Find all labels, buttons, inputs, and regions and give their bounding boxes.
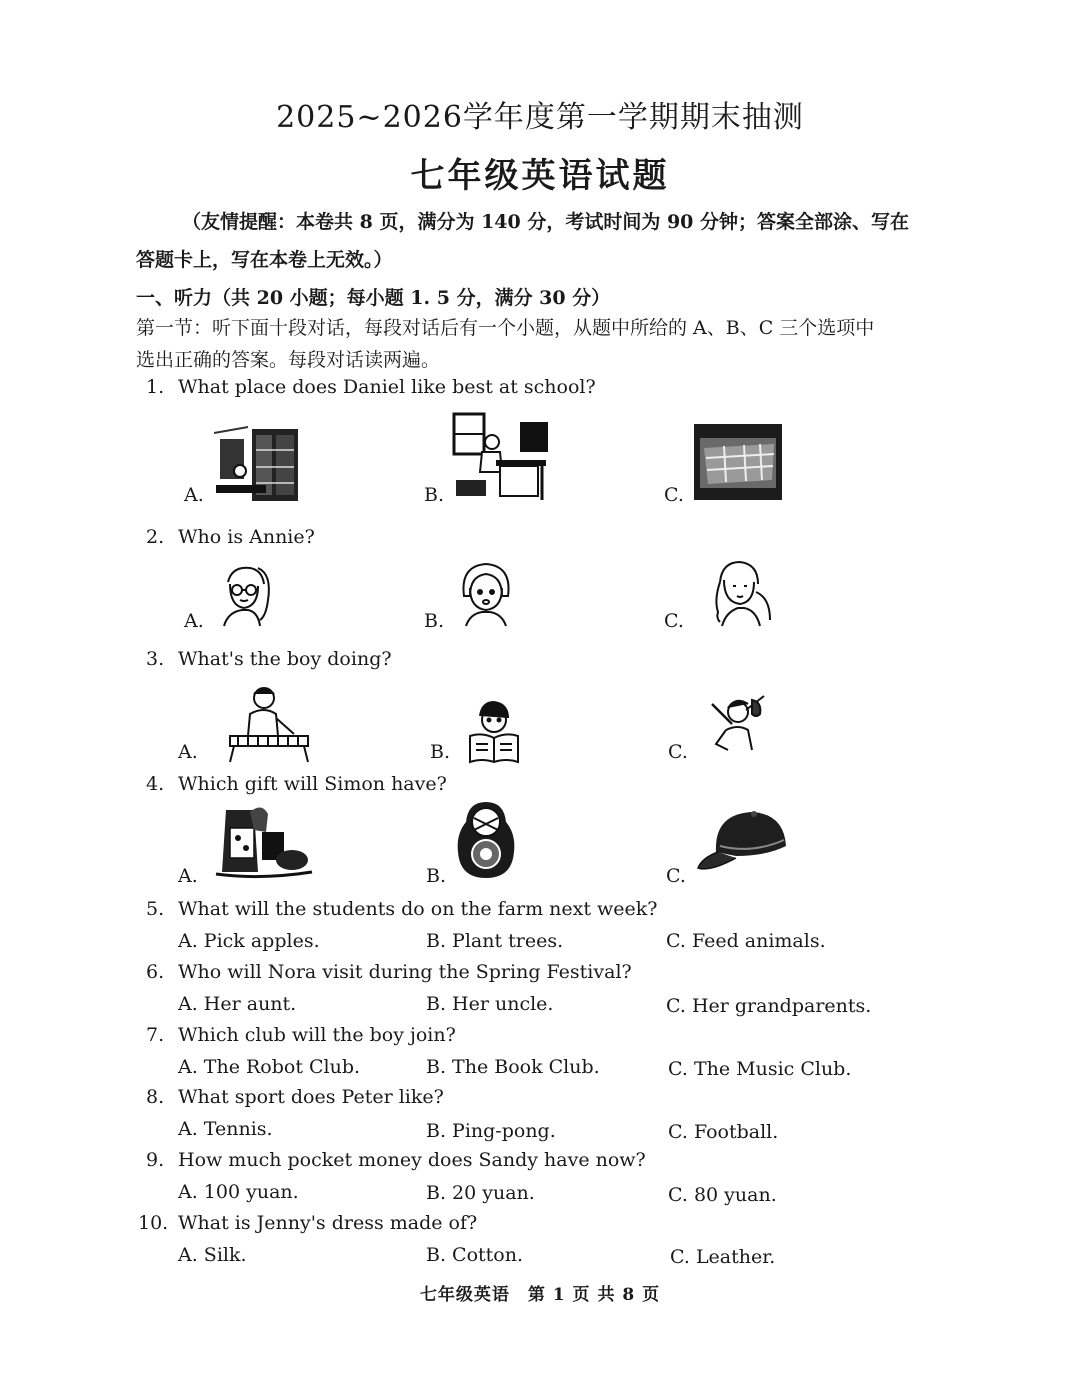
question-number: 10. xyxy=(138,1212,169,1234)
exam-subtitle: 七年级英语试题 xyxy=(410,156,670,196)
question-text: Who is Annie? xyxy=(178,526,315,548)
boy-playing-violin-image xyxy=(708,690,772,756)
question-number: 8. xyxy=(146,1086,165,1108)
part-instruction-2: 选出正确的答案。每段对话读两遍。 xyxy=(136,349,441,371)
option-label: B. xyxy=(426,865,447,887)
girl-short-hair-image xyxy=(456,560,516,628)
option-b: B. 20 yuan. xyxy=(426,1182,535,1204)
question-text: Which club will the boy join? xyxy=(178,1024,456,1046)
question-number: 5. xyxy=(146,898,165,920)
notice-line-1: （友情提醒：本卷共 8 页，满分为 140 分，考试时间为 90 分钟；答案全部涂、写在 xyxy=(182,211,910,233)
question-number: 3. xyxy=(146,648,165,670)
boy-reading-image xyxy=(462,700,526,766)
playground-image xyxy=(694,424,782,500)
question-text: What's the boy doing? xyxy=(178,648,392,670)
option-a: A. Tennis. xyxy=(178,1118,273,1140)
question-text: Which gift will Simon have? xyxy=(178,773,447,795)
option-label: B. xyxy=(424,484,445,506)
option-b: B. Ping-pong. xyxy=(426,1120,556,1142)
tea-gift-image xyxy=(210,802,316,880)
option-c: C. Her grandparents. xyxy=(666,995,872,1017)
option-a: A. The Robot Club. xyxy=(178,1056,361,1078)
question-text: What place does Daniel like best at school? xyxy=(178,376,596,398)
question-text: What sport does Peter like? xyxy=(178,1086,444,1108)
office-image xyxy=(452,412,550,502)
question-number: 1. xyxy=(146,376,165,398)
option-label: C. xyxy=(664,484,684,506)
option-b: B. Plant trees. xyxy=(426,930,564,952)
question-number: 9. xyxy=(146,1149,165,1171)
option-label: C. xyxy=(666,865,686,887)
option-c: C. The Music Club. xyxy=(668,1058,852,1080)
question-text: What is Jenny's dress made of? xyxy=(178,1212,478,1234)
boy-playing-piano-image xyxy=(224,684,312,764)
option-label: C. xyxy=(668,741,688,763)
question-text: What will the students do on the farm next week? xyxy=(178,898,658,920)
question-number: 7. xyxy=(146,1024,165,1046)
section-heading: 一、听力（共 20 小题；每小题 1. 5 分，满分 30 分） xyxy=(136,287,611,309)
part-instruction-1: 第一节：听下面十段对话，每段对话后有一个小题，从题中所给的 A、B、C 三个选项中 xyxy=(136,317,875,339)
notice-line-2: 答题卡上，写在本卷上无效。） xyxy=(136,249,393,271)
option-label: A. xyxy=(184,484,204,506)
option-label: A. xyxy=(184,610,204,632)
option-label: A. xyxy=(178,865,198,887)
girl-braids-image xyxy=(708,556,774,628)
option-c: C. Football. xyxy=(668,1121,779,1143)
option-b: B. Her uncle. xyxy=(426,993,554,1015)
option-b: B. Cotton. xyxy=(426,1244,524,1266)
option-c: C. Leather. xyxy=(670,1246,776,1268)
question-number: 4. xyxy=(146,773,165,795)
option-label: A. xyxy=(178,741,198,763)
question-text: Who will Nora visit during the Spring Festival? xyxy=(178,961,632,983)
cap-image xyxy=(696,806,790,876)
option-b: B. The Book Club. xyxy=(426,1056,600,1078)
question-number: 6. xyxy=(146,961,165,983)
option-label: C. xyxy=(664,610,684,632)
question-text: How much pocket money does Sandy have now? xyxy=(178,1149,646,1171)
option-a: A. Pick apples. xyxy=(178,930,320,952)
option-label: B. xyxy=(430,741,451,763)
page-footer: 七年级英语 第 1 页 共 8 页 xyxy=(419,1285,661,1305)
girl-glasses-ponytail-image xyxy=(214,560,274,628)
option-c: C. 80 yuan. xyxy=(668,1184,777,1206)
matryoshka-doll-image xyxy=(452,800,520,880)
option-c: C. Feed animals. xyxy=(666,930,826,952)
exam-title: 2025~2026学年度第一学期期末抽测 xyxy=(276,100,804,135)
option-a: A. Silk. xyxy=(178,1244,247,1266)
option-a: A. 100 yuan. xyxy=(178,1181,299,1203)
question-number: 2. xyxy=(146,526,165,548)
option-label: B. xyxy=(424,610,445,632)
option-a: A. Her aunt. xyxy=(178,993,297,1015)
library-image xyxy=(214,425,300,503)
